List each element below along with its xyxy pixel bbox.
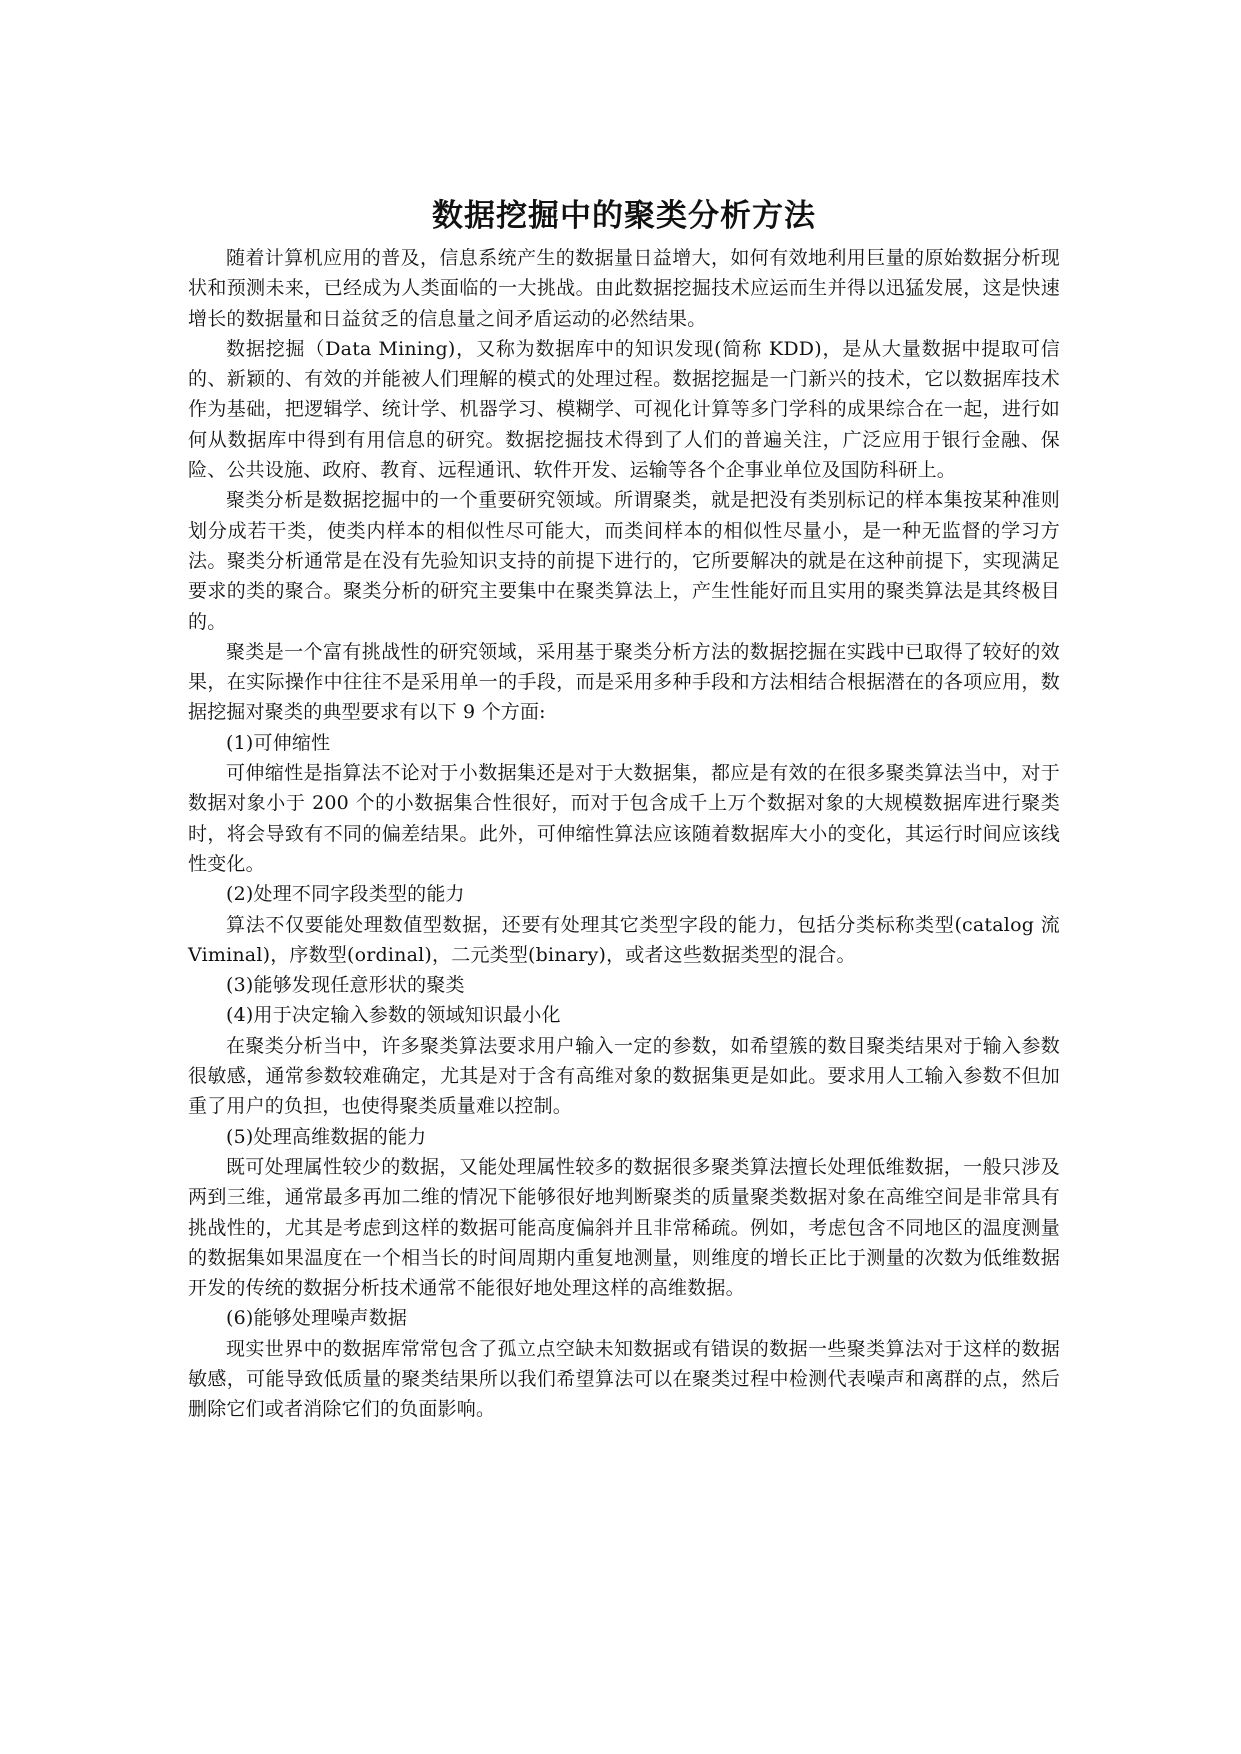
section-heading: (6)能够处理噪声数据 — [226, 1307, 408, 1330]
body-paragraph: 可伸缩性是指算法不论对于小数据集还是对于大数据集，都应是有效的在很多聚类算法当中，对于数据对象小于 200 个的小数据集合性很好，而对于包含成千上万个数据对象的大规模数据库进行聚类时，将会导致有不同的偏差结果。此外，可伸缩性算法应该随着数据库大小的变化，其运行时间应该线性变化。 — [188, 762, 1060, 875]
section-heading: (1)可伸缩性 — [226, 731, 331, 754]
body-paragraph: 现实世界中的数据库常常包含了孤立点空缺未知数据或有错误的数据一些聚类算法对于这样的数据敏感，可能导致低质量的聚类结果所以我们希望算法可以在聚类过程中检测代表噪声和离群的点，然后删除它们或者消除它们的负面影响。 — [188, 1337, 1060, 1421]
body-paragraph: 算法不仅要能处理数值型数据，还要有处理其它类型字段的能力，包括分类标称类型(catalog 流 Viminal)，序数型(ordinal)，二元类型(binary)，或者这些数据类型的混合。 — [188, 913, 1060, 966]
section-heading: (4)用于决定输入参数的领域知识最小化 — [226, 1004, 561, 1027]
document-body — [188, 243, 1060, 1425]
document-title: 数据挖掘中的聚类分析方法 — [432, 198, 816, 234]
section-heading: (5)处理高维数据的能力 — [226, 1125, 427, 1148]
section-heading: (2)处理不同字段类型的能力 — [226, 883, 465, 906]
body-paragraph: 聚类分析是数据挖掘中的一个重要研究领域。所谓聚类，就是把没有类别标记的样本集按某种准则划分成若干类，使类内样本的相似性尽可能大，而类间样本的相似性尽量小，是一种无监督的学习方法。聚类分析通常是在没有先验知识支持的前提下进行的，它所要解决的就是在这种前提下，实现满足要求的类的聚合。聚类分析的研究主要集中在聚类算法上，产生性能好而且实用的聚类算法是其终极目的。 — [188, 489, 1060, 633]
body-paragraph: 随着计算机应用的普及，信息系统产生的数据量日益增大，如何有效地利用巨量的原始数据分析现状和预测未来，已经成为人类面临的一大挑战。由此数据挖掘技术应运而生并得以迅猛发展，这是快速增长的数据量和日益贫乏的信息量之间矛盾运动的必然结果。 — [188, 247, 1060, 330]
body-paragraph: 既可处理属性较少的数据，又能处理属性较多的数据很多聚类算法擅长处理低维数据，一般只涉及两到三维，通常最多再加二维的情况下能够很好地判断聚类的质量聚类数据对象在高维空间是非常具有挑战性的，尤其是考虑到这样的数据可能高度偏斜并且非常稀疏。例如，考虑包含不同地区的温度测量的数据集如果温度在一个相当长的时间周期内重复地测量，则维度的增长正比于测量的次数为低维数据开发的传统的数据分析技术通常不能很好地处理这样的高维数据。 — [188, 1155, 1060, 1300]
body-paragraph: 聚类是一个富有挑战性的研究领域，采用基于聚类分析方法的数据挖掘在实践中已取得了较好的效果，在实际操作中往往不是采用单一的手段，而是采用多种手段和方法相结合根据潜在的各项应用，数据挖掘对聚类的典型要求有以下 9 个方面: — [188, 640, 1060, 724]
section-heading: (3)能够发现任意形状的聚类 — [226, 974, 465, 997]
body-paragraph: 数据挖掘（Data Mining)，又称为数据库中的知识发现(简称 KDD)，是从大量数据中提取可信的、新颖的、有效的并能被人们理解的模式的处理过程。数据挖掘是一门新兴的技术，它以数据库技术作为基础，把逻辑学、统计学、机器学习、模糊学、可视化计算等多门学科的成果综合在一起，进行如何从数据库中得到有用信息的研究。数据挖掘技术得到了人们的普遍关注，广泛应用于银行金融、保险、公共设施、政府、教育、远程通讯、软件开发、运输等各个企事业单位及国防科研上。 — [188, 337, 1060, 482]
document-page — [188, 193, 1060, 1425]
body-paragraph: 在聚类分析当中，许多聚类算法要求用户输入一定的参数，如希望簇的数目聚类结果对于输入参数很敏感，通常参数较难确定，尤其是对于含有高维对象的数据集更是如此。要求用人工输入参数不但加重了用户的负担，也使得聚类质量难以控制。 — [188, 1034, 1060, 1118]
